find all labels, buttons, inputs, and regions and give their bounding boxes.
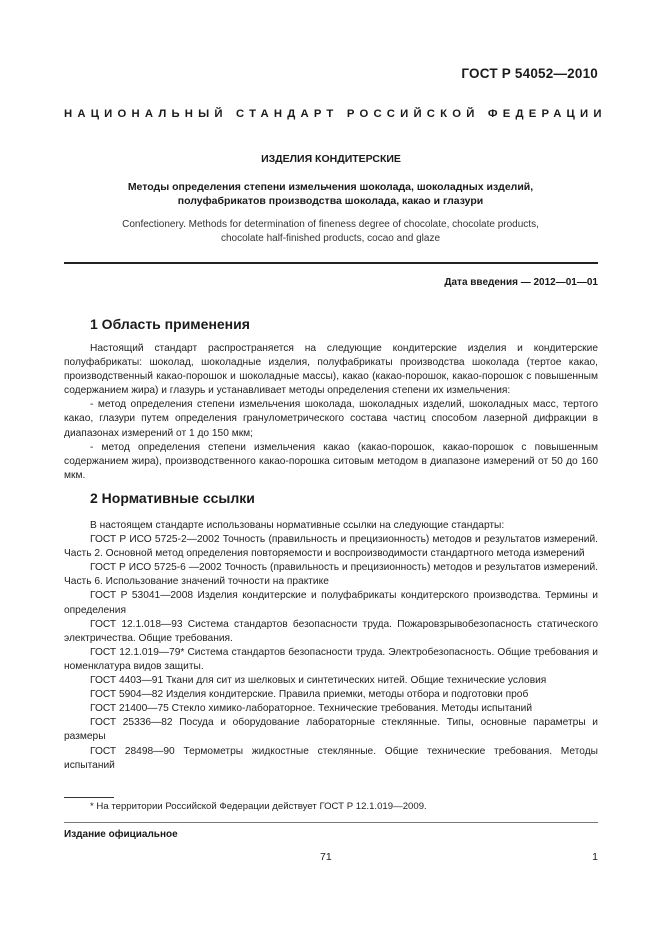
section-scope-body xyxy=(64,342,598,483)
english-title xyxy=(80,218,581,246)
official-edition-label: Издание официальное xyxy=(64,829,178,840)
paragraph: - метод определения степени измельчения какао (какао-порошок, какао-порошок с повышенным содержанием жира), производственного какао-порошка ситовым методом в диапазоне измерений от 50 до 160 мкм. xyxy=(64,441,598,481)
footnote: * На территории Российской Федерации действует ГОСТ Р 12.1.019—2009. xyxy=(90,801,427,812)
reference-item: ГОСТ 25336—82 Посуда и оборудование лабораторные стеклянные. Типы, основные параметры и размеры xyxy=(64,717,598,743)
reference-item: ГОСТ 12.1.018—93 Система стандартов безопасности труда. Пожаровзрывобезопасность статического электричества. Общие требования. xyxy=(64,618,598,644)
document-subtitle xyxy=(90,180,571,208)
page-number-center: 71 xyxy=(320,851,332,863)
footer-divider xyxy=(64,822,598,823)
paragraph: В настоящем стандарте использованы нормативные ссылки на следующие стандарты: xyxy=(90,520,505,531)
header-divider xyxy=(64,262,598,264)
footnote-divider xyxy=(64,797,114,798)
section-heading-references: 2 Нормативные ссылки xyxy=(90,490,255,506)
section-heading-scope: 1 Область применения xyxy=(90,316,250,332)
standard-code: ГОСТ Р 54052—2010 xyxy=(461,66,598,81)
subtitle-line: полуфабрикатов производства шоколада, какао и глазури xyxy=(177,195,484,207)
reference-item: ГОСТ 4403—91 Ткани для сит из шелковых и синтетических нитей. Общие технические условия xyxy=(90,675,547,687)
reference-item: ГОСТ 21400—75 Стекло химико-лабораторное. Технические требования. Методы испытаний xyxy=(90,703,533,715)
reference-item: ГОСТ Р ИСО 5725-6 —2002 Точность (правильность и прецизионность) методов и результатов измерений. Часть 6. Использование значений точности на практике xyxy=(64,562,598,588)
reference-item: ГОСТ 12.1.019—79* Система стандартов безопасности труда. Электробезопасность. Общие требования и номенклатура видов защиты. xyxy=(64,646,598,672)
subtitle-line: Методы определения степени измельчения шоколада, шоколадных изделий, xyxy=(127,181,534,193)
national-standard-banner: НАЦИОНАЛЬНЫЙ СТАНДАРТ РОССИЙСКОЙ ФЕДЕРАЦИИ xyxy=(64,108,607,120)
reference-item: ГОСТ Р ИСО 5725-2—2002 Точность (правильность и прецизионность) методов и результатов измерений. Часть 2. Основной метод определения повторяемости и воспроизводимости стандартного метода измерений xyxy=(64,534,598,560)
reference-item: ГОСТ 28498—90 Термометры жидкостные стеклянные. Общие технические требования. Методы испытаний xyxy=(64,745,598,771)
document-title: ИЗДЕЛИЯ КОНДИТЕРСКИЕ xyxy=(261,153,401,165)
section-references-body xyxy=(64,519,598,773)
english-title-line: chocolate half-finished products, cocao and glaze xyxy=(220,233,441,244)
english-title-line: Confectionery. Methods for determination of fineness degree of chocolate, chocolate products, xyxy=(122,219,539,230)
introduction-date: Дата введения — 2012—01—01 xyxy=(444,277,598,288)
reference-item: ГОСТ Р 53041—2008 Изделия кондитерские и полуфабрикаты кондитерского производства. Термины и определения xyxy=(64,590,598,616)
paragraph: - метод определения степени измельчения шоколада, шоколадных изделий, шоколадных масс, тертого какао, глазури путем определения гранулометрического состава частиц способом лазерной дифракции в диапазонах измерений от 1 до 150 мкм; xyxy=(64,399,598,439)
reference-item: ГОСТ 5904—82 Изделия кондитерские. Правила приемки, методы отбора и подготовки проб xyxy=(90,689,529,701)
paragraph: Настоящий стандарт распространяется на следующие кондитерские изделия и кондитерские полуфабрикаты: шоколад, шоколадные изделия, полуфабрикаты производства шоколада (тертое какао, производственный какао-порошок и шоколадные массы), какао (какао-порошок, какао-порошок с повышенным содержанием жира) и глазурь и устанавливает методы определения степени их измельчения: xyxy=(64,343,598,397)
page-number-right: 1 xyxy=(592,851,598,863)
